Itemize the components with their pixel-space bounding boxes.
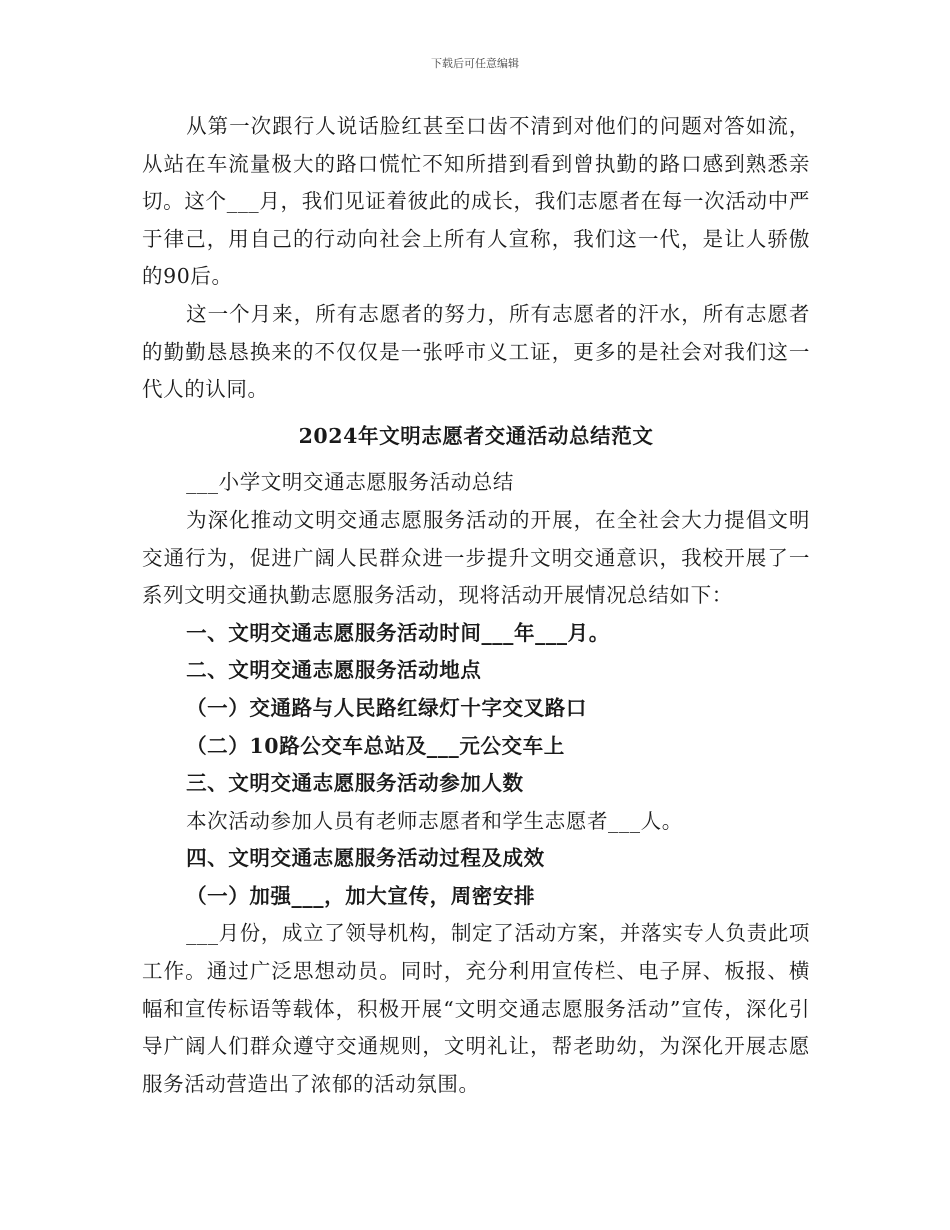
subtitle: ___小学文明交通志愿服务活动总结 [186, 470, 515, 495]
heading-participants: 三、文明交通志愿服务活动参加人数 [186, 771, 524, 796]
subheading-location-2: （二）10路公交车总站及___元公交车上 [186, 733, 565, 758]
paragraph-growth: 从第一次跟行人说话脸红甚至口齿不清到对他们的问题对答如流，从站在车流量极大的路口慌忙不知所措到看到曾执勤的路口感到熟悉亲切。这个___月，我们见证着彼此的成长，我们志愿者在每一次活动中严于律己，用自己的行动向社会上所有人宣称，我们这一代，是让人骄傲的90后。 [142, 114, 810, 289]
subheading-location-1: （一）交通路与人民路红绿灯十字交叉路口 [186, 695, 587, 720]
heading-process: 四、文明交通志愿服务活动过程及成效 [186, 846, 545, 871]
heading-time: 一、文明交通志愿服务活动时间___年___月。 [186, 620, 610, 645]
paragraph-intro: 为深化推动文明交通志愿服务活动的开展，在全社会大力提倡文明交通行为，促进广阔人民群众进一步提升文明交通意识，我校开展了一系列文明交通执勤志愿服务活动，现将活动开展情况总结如下： [142, 507, 810, 608]
paragraph-recognition: 这一个月来，所有志愿者的努力，所有志愿者的汗水，所有志愿者的勤勤恳恳换来的不仅仅是一张呼市义工证，更多的是社会对我们这一代人的认同。 [142, 301, 810, 402]
paragraph-participants: 本次活动参加人员有老师志愿者和学生志愿者___人。 [186, 808, 683, 833]
paragraph-publicity: ___月份，成立了领导机构，制定了活动方案，并落实专人负责此项工作。通过广泛思想动员。同时，充分利用宣传栏、电子屏、板报、横幅和宣传标语等载体，积极开展“文明交通志愿服务活动”宣传，深化引导广阔人们群众遵守交通规则，文明礼让，帮老助幼，为深化开展志愿服务活动营造出了浓郁的活动氛围。 [142, 921, 810, 1096]
heading-location: 二、文明交通志愿服务活动地点 [186, 658, 482, 683]
document-title: 2024年文明志愿者交通活动总结范文 [298, 423, 654, 448]
page-header: 下载后可任意编辑 [431, 57, 519, 70]
subheading-process-1: （一）加强___，加大宣传，周密安排 [186, 883, 536, 908]
document-body [142, 108, 810, 1103]
